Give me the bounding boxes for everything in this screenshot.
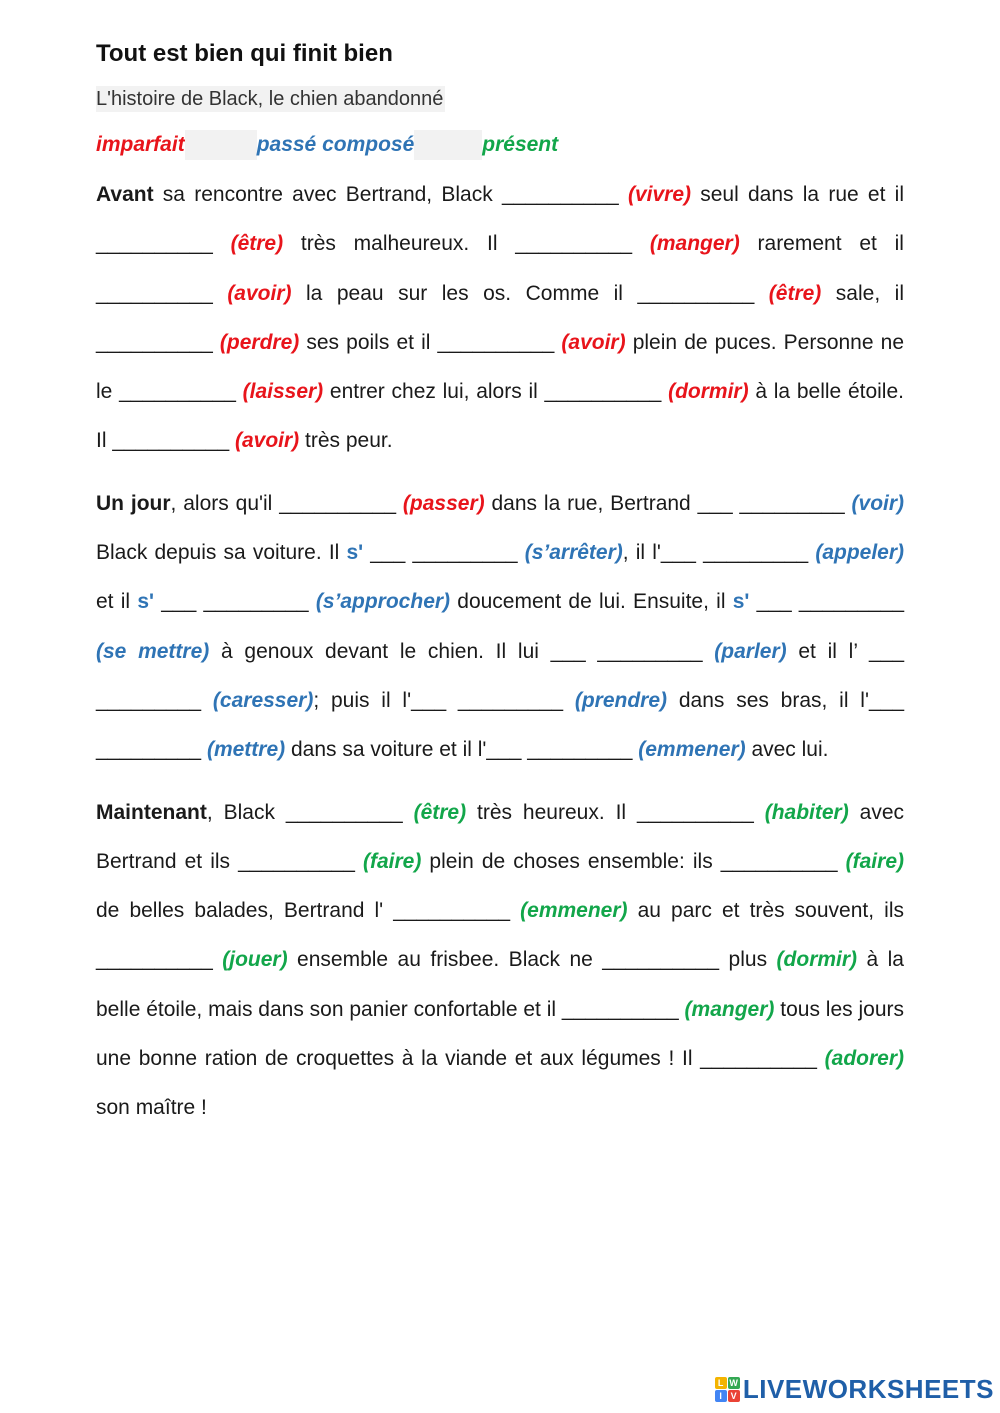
text-run: la peau sur les os. Comme il __________ [291,281,769,305]
verb-hint: (perdre) [219,330,300,354]
verb-hint: (emmener) [638,738,746,762]
legend-passe-compose: passé composé [256,133,415,156]
verb-hint: (parler) [714,639,787,663]
text-run: très peur. [299,429,393,453]
legend-present: présent [482,133,559,156]
text-run: , Black __________ [206,800,414,824]
section-lead-word: Avant [96,183,154,206]
verb-hint: (manger) [649,232,740,256]
text-run: tous les jours une bonne ration de croquettes à la viande et aux légumes ! Il __________ [96,997,905,1071]
verb-hint: (être) [413,800,467,824]
liveworksheets-logo-icon: L W I V [715,1377,740,1402]
text-run: et il [96,590,138,614]
verb-hint: (caresser) [212,688,314,712]
text-run: à genoux devant le chien. Il lui ___ _________ [209,639,715,663]
text-run: ses poils et il __________ [299,330,562,354]
paragraph-present [96,788,904,1133]
section-lead-word: Un jour [96,491,171,515]
text-run: ___ _________ [154,590,316,614]
verb-hint: (laisser) [242,380,324,404]
verb-hint: (avoir) [227,281,292,305]
legend-imparfait: imparfait [96,133,185,156]
text-run: doucement de lui. Ensuite, il [450,590,733,614]
reflexive-pronoun: s' [732,590,750,614]
text-run: , il l'___ _________ [622,541,816,565]
text-run: et il l’ ___ _________ [96,639,905,712]
worksheet-subtitle: L'histoire de Black, le chien abandonné [96,88,444,110]
verb-hint: (se mettre) [96,639,210,663]
verb-hint: (s’approcher) [315,590,451,614]
verb-hint: (jouer) [222,948,288,972]
verb-hint: (appeler) [815,541,905,565]
verb-hint: (prendre) [574,688,668,712]
text-run: dans sa voiture et il l'___ _________ [285,738,639,762]
text-run: de belles balades, Bertrand l' __________ [96,899,521,923]
text-run: sa rencontre avec Bertrand, Black __________ [153,183,628,206]
verb-hint: (mettre) [206,738,286,762]
worksheet-title: Tout est bien qui finit bien [96,40,393,67]
text-run: seul dans la rue et il __________ [96,183,905,256]
verb-hint: (dormir) [668,380,749,404]
verb-hint: (dormir) [776,948,858,972]
section-lead-word: Maintenant [96,800,207,824]
verb-hint: (être) [768,281,822,305]
verb-hint: (vivre) [627,183,692,206]
text-run: dans ses bras, il l'___ _________ [96,688,905,762]
verb-hint: (faire) [845,849,904,873]
text-run: dans la rue, Bertrand ___ _________ [484,491,852,515]
text-run: très heureux. Il __________ [466,800,765,824]
tense-legend [96,130,904,160]
paragraph-imparfait [96,170,904,466]
text-run: rarement et il __________ [96,232,904,305]
text-run: ensemble au frisbee. Black ne __________ plus [287,948,777,972]
verb-hint: (habiter) [764,800,849,824]
text-run: sale, il __________ [96,281,904,354]
text-run: plein de choses ensemble: ils __________ [421,849,846,873]
legend-spacer [414,130,482,160]
worksheet-page [96,36,904,1133]
text-run: Black depuis sa voiture. Il [96,541,347,565]
reflexive-pronoun: s' [346,541,364,565]
legend-spacer [185,130,257,160]
text-run: avec Bertrand et ils __________ [96,800,904,873]
verb-hint: (adorer) [824,1047,904,1071]
reflexive-pronoun: s' [137,590,154,614]
verb-hint: (avoir) [234,429,300,453]
verb-hint: (voir) [851,491,905,515]
text-run: très malheureux. Il __________ [283,232,650,256]
text-run: ___ _________ [749,590,905,614]
text-run: à la belle étoile, mais dans son panier confortable et il __________ [96,948,904,1021]
paragraph-passe-compose [96,479,904,775]
verb-hint: (s’arrêter) [524,541,623,565]
text-run: son maître ! [96,1096,207,1120]
text-run: , alors qu'il __________ [170,491,403,515]
verb-hint: (manger) [684,997,775,1021]
verb-hint: (faire) [362,849,422,873]
verb-hint: (être) [230,232,284,256]
text-run: ___ _________ [363,541,525,565]
text-run: ; puis il l'___ _________ [313,688,575,712]
verb-hint: (passer) [402,491,485,515]
liveworksheets-logo[interactable] [715,1374,994,1405]
logo-text: LIVEWORKSHEETS [742,1374,994,1404]
text-run: entrer chez lui, alors il __________ [323,380,669,404]
verb-hint: (avoir) [561,330,626,354]
text-run: plein de puces. Personne ne le __________ [96,330,904,404]
verb-hint: (emmener) [520,899,628,923]
text-run: avec lui. [745,738,829,762]
text-run: à la belle étoile. Il __________ [96,380,904,453]
text-run: au parc et très souvent, ils __________ [96,899,904,972]
